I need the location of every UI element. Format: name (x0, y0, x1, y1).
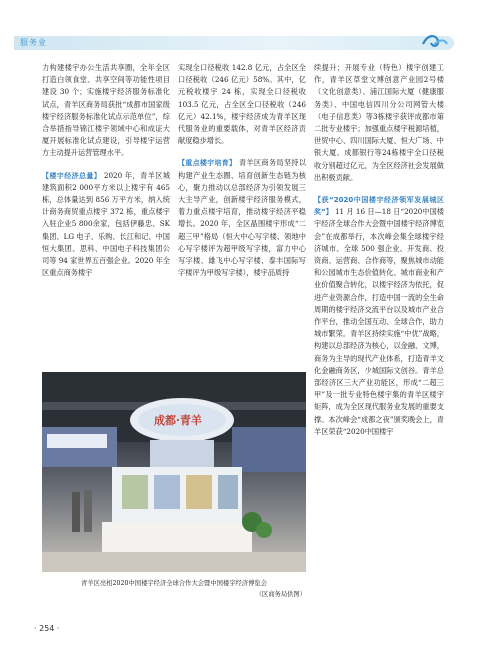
column-3 (314, 62, 444, 448)
col2-paragraph-2-text: 青羊区商务局坚持以构建产业生态圈、培育创新生态链为核心，聚力推动以总部经济为引领发展三大主导产业，创新楼宇经济服务模式，着力重点楼宇培育，推动楼宇经济平稳增长。2020 年，全区晶围楼宇形成“二超三甲”格局（恒大中心写字楼、领地中心写字楼评为超甲级写字楼，富力中心写字楼、雄飞中心写字楼、泰丰国际写字楼评为甲级写字楼），楼宇品质持 (178, 158, 306, 278)
booth-illustration (42, 372, 306, 572)
column-1 (42, 62, 170, 289)
col1-paragraph-1: 力构建楼宇办公生活共享圈，全年全区打造白领食堂、共享空间等功能性项目建设 30 个；实施楼宇经济服务标准化试点，青羊区商务局获批“成都市国家级楼宇经济服务标准化试点示范单位”，综合举措指导锦江楼宇领域中心和成证大厦开展标准化试点建设，引导楼宇运营方主动提升运营管理水平。 (42, 63, 170, 158)
col2-paragraph-2 (178, 157, 306, 279)
col1-paragraph-2 (42, 170, 170, 280)
caption-line-1: 青羊区亮相2020中国楼宇经济全球合作大会暨中国楼宇经济博览会 (80, 580, 268, 587)
booth-banner-text: 成都·青羊 (154, 414, 202, 427)
wave-logo-icon (420, 30, 450, 52)
heading-key-building-cultivation: 【重点楼宇培育】 (178, 159, 237, 168)
col3-paragraph-1: 续提升；开展专业（特色）楼宇创建工作，青羊区草堂文博创意产业园2号楼（文化创意类）、浦江国际大厦（健康服务类）、中国电信四川分公司网管大楼（电子信息类）等3栋楼宇获评成都市第二批专业楼宇；加强重点楼宇税源培植，世贸中心、四川国际大厦、恒大广场、中银大厦、成都银行等24栋楼宇全口径税收分别超过亿元，为全区经济社会发展做出积极贡献。 (314, 63, 444, 182)
heading-award: 【获“2020中国楼宇经济领军发展城区奖”】 (314, 196, 444, 217)
col3-paragraph-2 (314, 194, 444, 438)
photo-caption (42, 578, 306, 600)
col3-paragraph-2-text: 11 月 16 日—18 日“2020中国楼宇经济全球合作大会暨中国楼宇经济博览会”在成都举行，本次峰会集全球楼宇经济城市、全球 500 强企业、开发商、投资商、运营商、合作商等，聚焦城市动能和公园城市生态价值转化、城市商业和产业价值聚合转化，以楼宇经济为依托，促进产业资源合作，打造中国一流的全生命周期的楼宇经济交流平台以及城市产业合作平台，推动全国互动、全球合作，助力城市繁荣。青羊区持续实施“中优”战略，构建以总部经济为核心，以金融、文博，商务为主导的现代产业体系，打造青羊文化金融商务区，少城国际文创谷。青羊总部经济区三大产业功能区，形成“二超三甲”及一批专业特色楼宇集的青羊区楼宇矩阵，成为全区现代服务业发展的重要支撑。本次峰会“成都之夜”颁奖晚会上，青羊区荣获“2020中国楼宇 (314, 207, 444, 436)
section-label: 服务业 (20, 38, 47, 47)
header-bar (14, 36, 454, 50)
col1-paragraph-2-text: 2020 年，青羊区城建筑面积2 000平方米以上楼宇有 465 栋，总体量达到 856 万平方米，纳入统计商务商贸重点楼宇 372 栋，重点楼宇入驻企业5 800余家，包括伊藤忠、SK 集团、LG 电子、乐购、长江和记、中国恒大集团、思科、中国电子科技集团公司等 94 家世界五百强企业。2020 年全区重点商务楼宇 (42, 170, 170, 278)
exhibition-booth-photo (42, 372, 306, 572)
col2-paragraph-1: 实现全口径税收 142.8 亿元，占全区全口径税收（246 亿元）58%。其中，亿元税收楼宇 24 栋，实现全口径税收103.5 亿元，占全区全口径税收（246 亿元）42.1%，楼宇经济成为青羊区现代服务业的重要载体，对青羊区经济贡献度稳步增长。 (178, 63, 306, 146)
caption-line-2: （区商务局供图） (255, 591, 306, 598)
page-number: · 254 · (34, 624, 60, 633)
column-2 (178, 62, 306, 362)
heading-building-economy-total: 【楼宇经济总量】 (42, 171, 102, 180)
